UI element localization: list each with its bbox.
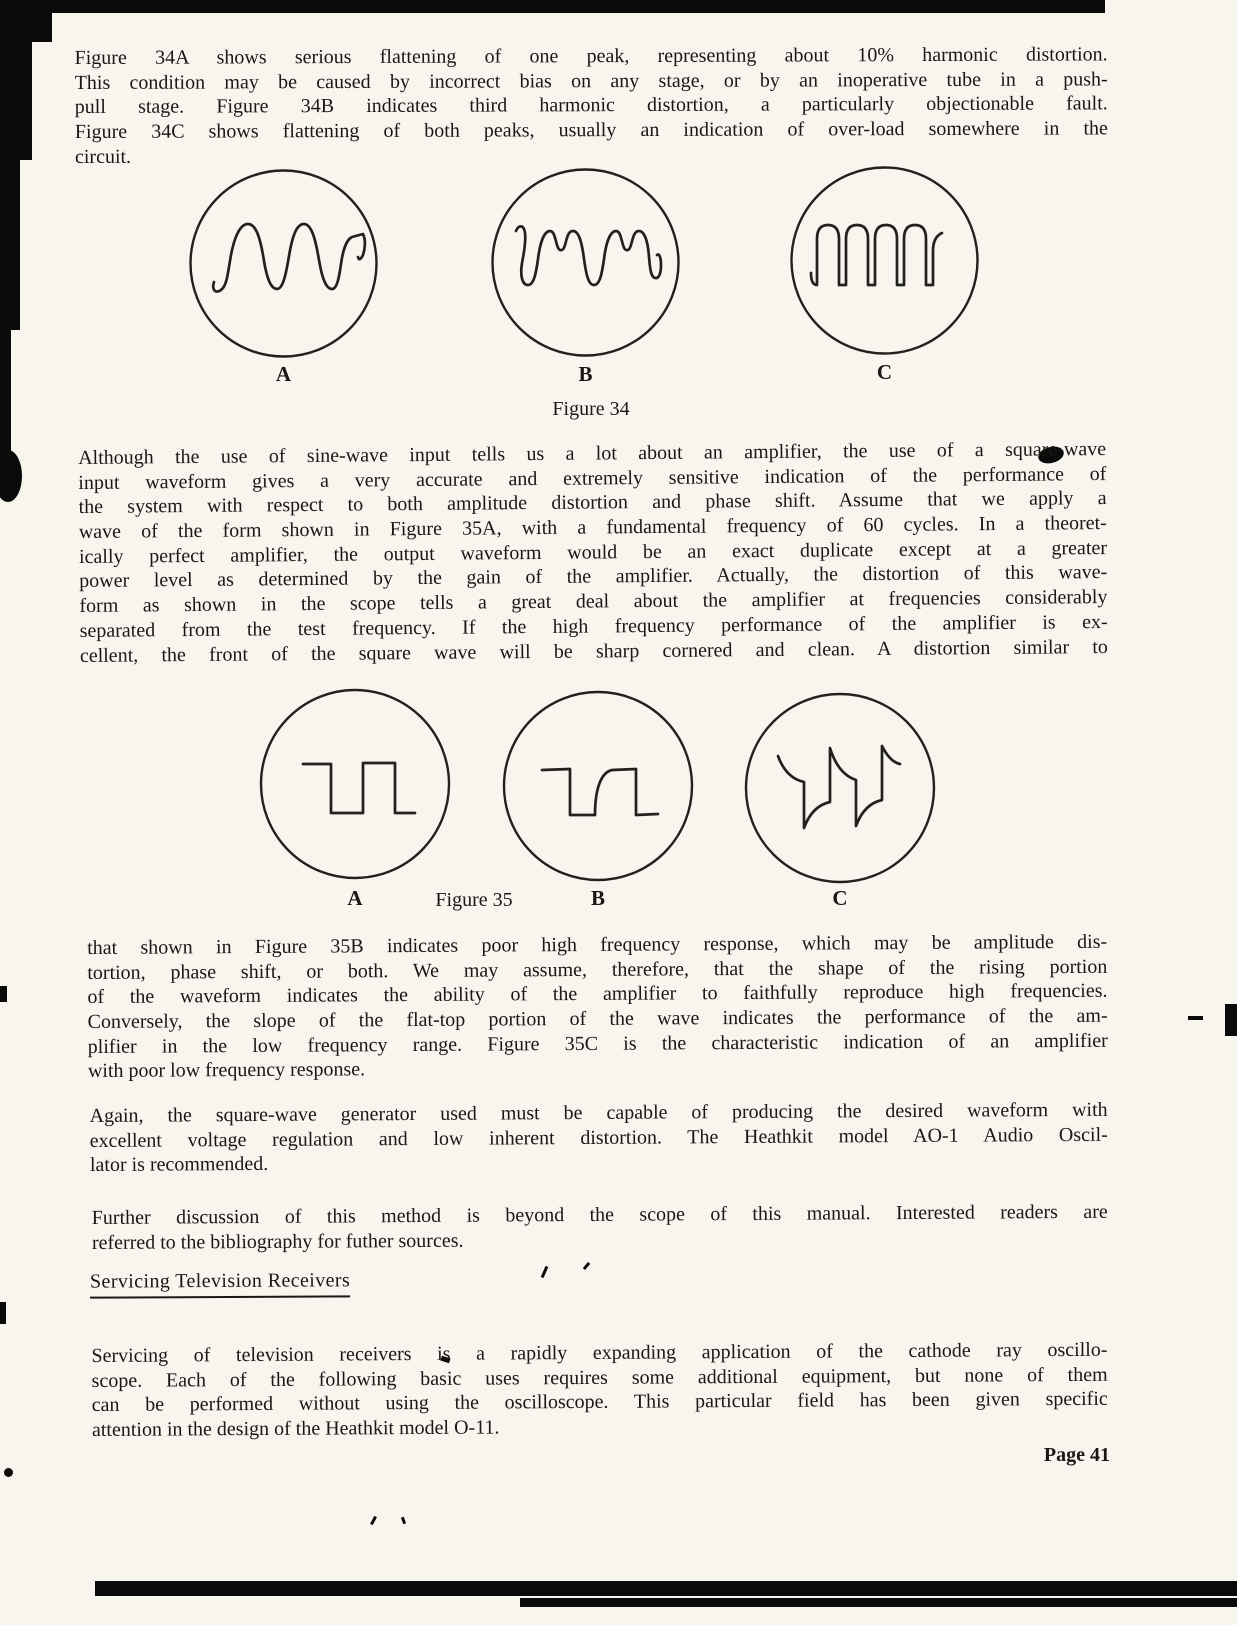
text-line: Figure 34A shows serious flattening of one peak, representing about 10% harmonic distortion. [74,43,1108,70]
scope-circle [261,690,449,878]
text-line: pull stage. Figure 34B indicates third harmonic distortion, a particularly objectionable fault. [74,92,1108,119]
oscilloscope-screen-35a [257,686,453,882]
text-line: Figure 34C shows flattening of both peaks, usually an indication of over-load somewhere in the [74,117,1108,144]
scan-mark-top-edge [0,0,1105,13]
text-line: wave of the form shown in Figure 35A, with a fundamental frequency of 60 cycles. In a theoret- [78,512,1107,544]
text-line: the system with respect to both amplitude distortion and phase shift. Assume that we apply a [78,487,1107,519]
text-line: plifier in the low frequency range. Figure 35C is the characteristic indication of an amplifier [87,1029,1108,1058]
figure35-caption: Figure 35 [435,889,513,911]
text-line: form as shown in the scope tells a great deal about the amplifier at frequencies considerably [79,586,1108,618]
text-line: Servicing of television receivers is a rapidly expanding application of the cathode ray oscillo- [91,1338,1108,1368]
waveform-34c-both-peaks-flattened-icon [811,225,942,285]
oscilloscope-screen-35b [500,688,696,884]
text-line: scope. Each of the following basic uses requires some additional equipment, but none of them [91,1363,1108,1392]
oscilloscope-screen-34c [787,163,982,358]
waveform-35b-rounded-rise-square-wave-icon [542,769,658,815]
scan-mark-speck [401,1517,406,1525]
scope-circle [792,168,978,354]
text-line: circuit. [74,145,132,168]
waveform-35a-clean-square-wave-icon [303,763,415,813]
oscilloscope-screen-35c [742,690,938,886]
text-line: that shown in Figure 35B indicates poor high frequency response, which may be amplitude dis- [87,930,1108,960]
scan-mark-bottom-bar [95,1581,1237,1596]
oscilloscope-screen-34a [186,166,381,361]
figure35-label-b: B [590,886,605,910]
paragraph-further-discussion [92,1200,1108,1256]
waveform-34a-flattened-peak-icon [213,224,365,292]
text-line: Again, the square-wave generator used must be capable of producing the desired waveform with [89,1098,1108,1128]
text-line: tortion, phase shift, or both. We may assume, therefore, that the shape of the rising portion [87,955,1108,984]
figure35-label-a: A [347,886,363,910]
paragraph-square-wave-testing [78,437,1108,668]
scan-mark-bottom-bar [520,1598,1237,1607]
text-line: Further discussion of this method is beyond the scope of this manual. Interested readers are [91,1200,1108,1230]
scope-circle [746,694,934,882]
figure34-caption: Figure 34 [552,398,630,420]
scan-mark-speck [370,1516,377,1525]
scan-mark-speck [0,986,7,1002]
scan-mark-speck [583,1262,590,1270]
waveform-35c-tilted-top-square-wave-icon [778,746,900,828]
figure34-label-b: B [578,362,593,386]
text-line: referred to the bibliography for futher sources. [91,1229,464,1254]
text-line: input waveform gives a very accurate and extremely sensitive indication of the performance of [78,462,1107,494]
waveform-34b-third-harmonic-icon [516,226,661,285]
paragraph-tv-servicing [91,1338,1108,1443]
text-line: lator is recommended. [89,1153,269,1177]
text-line: Although the use of sine-wave input tells us a lot about an amplifier, the use of a square-wave [78,438,1107,470]
scan-mark-right-edge [1225,1004,1237,1036]
text-line: of the waveform indicates the ability of the amplifier to faithfully reproduce high frequencies. [87,980,1108,1009]
scope-circle [191,171,377,357]
text-line: can be performed without using the oscilloscope. This particular field has been given specific [91,1388,1108,1417]
paragraph-frequency-response [87,930,1108,1084]
text-line: cellent, the front of the square wave will be sharp cornered and clean. A distortion similar to [79,635,1108,667]
scan-mark-blotch [0,450,22,502]
scan-mark-speck [4,1468,13,1477]
text-line: Conversely, the slope of the flat-top portion of the wave indicates the performance of the am- [87,1004,1108,1034]
scan-mark-dash [1188,1016,1203,1020]
oscilloscope-screen-34b [488,165,683,360]
scan-mark-left-edge [0,0,11,470]
scan-mark-speck [541,1266,549,1278]
text-line: ically perfect amplifier, the output waveform would be an exact duplicate except at a greater [78,536,1108,568]
text-line: This condition may be caused by incorrect bias on any stage, or by an inoperative tube in a push- [74,68,1108,94]
text-line: attention in the design of the Heathkit model O-11. [91,1416,500,1442]
figure34-label-c: C [876,360,893,384]
paragraph-intro-figure34 [75,42,1108,169]
page-number: Page 41 [1043,1444,1110,1466]
figure35-label-c: C [832,886,848,910]
text-line: excellent voltage regulation and low inherent distortion. The Heathkit model AO-1 Audio Oscil- [89,1123,1108,1152]
paragraph-generator-recommendation [90,1098,1108,1178]
text-line: power level as determined by the gain of the amplifier. Actually, the distortion of this wave- [79,561,1108,593]
section-heading-servicing-tv: Servicing Television Receivers [90,1269,350,1298]
figure34-label-a: A [275,362,292,386]
text-line: separated from the test frequency. If the high frequency performance of the amplifier is ex- [79,610,1108,642]
text-line: with poor low frequency response. [87,1058,366,1083]
scan-mark-speck [0,1302,6,1324]
